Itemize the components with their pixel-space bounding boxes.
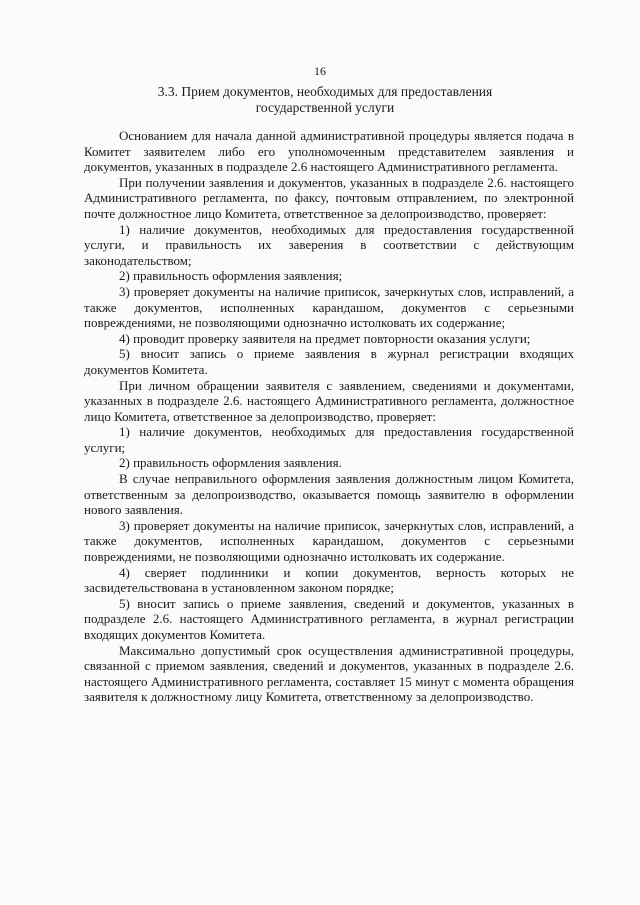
section-title-line-1: 3.3. Прием документов, необходимых для предоставления (157, 84, 493, 99)
paragraph: 3) проверяет документы на наличие приписок, зачеркнутых слов, исправлений, а также документов, исполненных карандашом, документов с серьезными повреждениями, не позволяющими однозначно истолковать их содержание. (84, 517, 574, 565)
paragraph: 1) наличие документов, необходимых для предоставления государственной услуги; (84, 424, 574, 455)
paragraph: Основанием для начала данной административной процедуры является подача в Комитет заявителем либо его уполномоченным представителем заявления и документов, указанных в подразделе 2.6 настоящего Административного регламента. (84, 128, 574, 175)
paragraph: 5) вносит запись о приеме заявления, сведений и документов, указанных в подразделе 2.6. настоящего Административного регламента, в журнал регистрации входящих документов Комитета. (84, 595, 574, 642)
page-number: 16 (314, 64, 326, 78)
paragraph: В случае неправильного оформления заявления должностным лицом Комитета, ответственным за делопроизводство, оказывается помощь заявителю в оформлении нового заявления. (84, 471, 574, 518)
section-title-line-2: государственной услуги (255, 100, 395, 115)
paragraph: 2) правильность оформления заявления. (119, 455, 342, 471)
section-heading (110, 84, 540, 116)
paragraph: При получении заявления и документов, указанных в подразделе 2.6. настоящего Административного регламента, по факсу, почтовым отправлением, по электронной почте должностное лицо Комитета, ответственное за делопроизводство, проверяет: (84, 174, 574, 221)
paragraph: 4) проводит проверку заявителя на предмет повторности оказания услуги; (119, 330, 531, 346)
paragraph: При личном обращении заявителя с заявлением, сведениями и документами, указанных в подразделе 2.6. настоящего Административного регламента, должностное лицо Комитета, ответственное за делопроизводство, проверяет: (84, 377, 574, 424)
paragraph: 5) вносит запись о приеме заявления в журнал регистрации входящих документов Комитета. (84, 346, 574, 377)
paragraph: Максимально допустимый срок осуществления административной процедуры, связанной с приемом заявления, сведений и документов, указанных в подразделе 2.6. настоящего Административного регламента, составляет 15 минут с момента обращения заявителя к должностному лицу Комитета, ответственному за делопроизводство. (84, 642, 574, 705)
paragraph: 4) сверяет подлинники и копии документов, верность которых не засвидетельствована в установленном законом порядке; (84, 564, 574, 596)
paragraph: 2) правильность оформления заявления; (119, 268, 343, 284)
document-body (84, 128, 574, 705)
paragraph: 1) наличие документов, необходимых для предоставления государственной услуги, и правильность их заверения в соответствии с действующим законодательством; (84, 221, 574, 268)
paragraph: 3) проверяет документы на наличие приписок, зачеркнутых слов, исправлений, а также документов, исполненных карандашом, документов с серьезными повреждениями, не позволяющими однозначно истолковать их содержание; (84, 283, 574, 331)
